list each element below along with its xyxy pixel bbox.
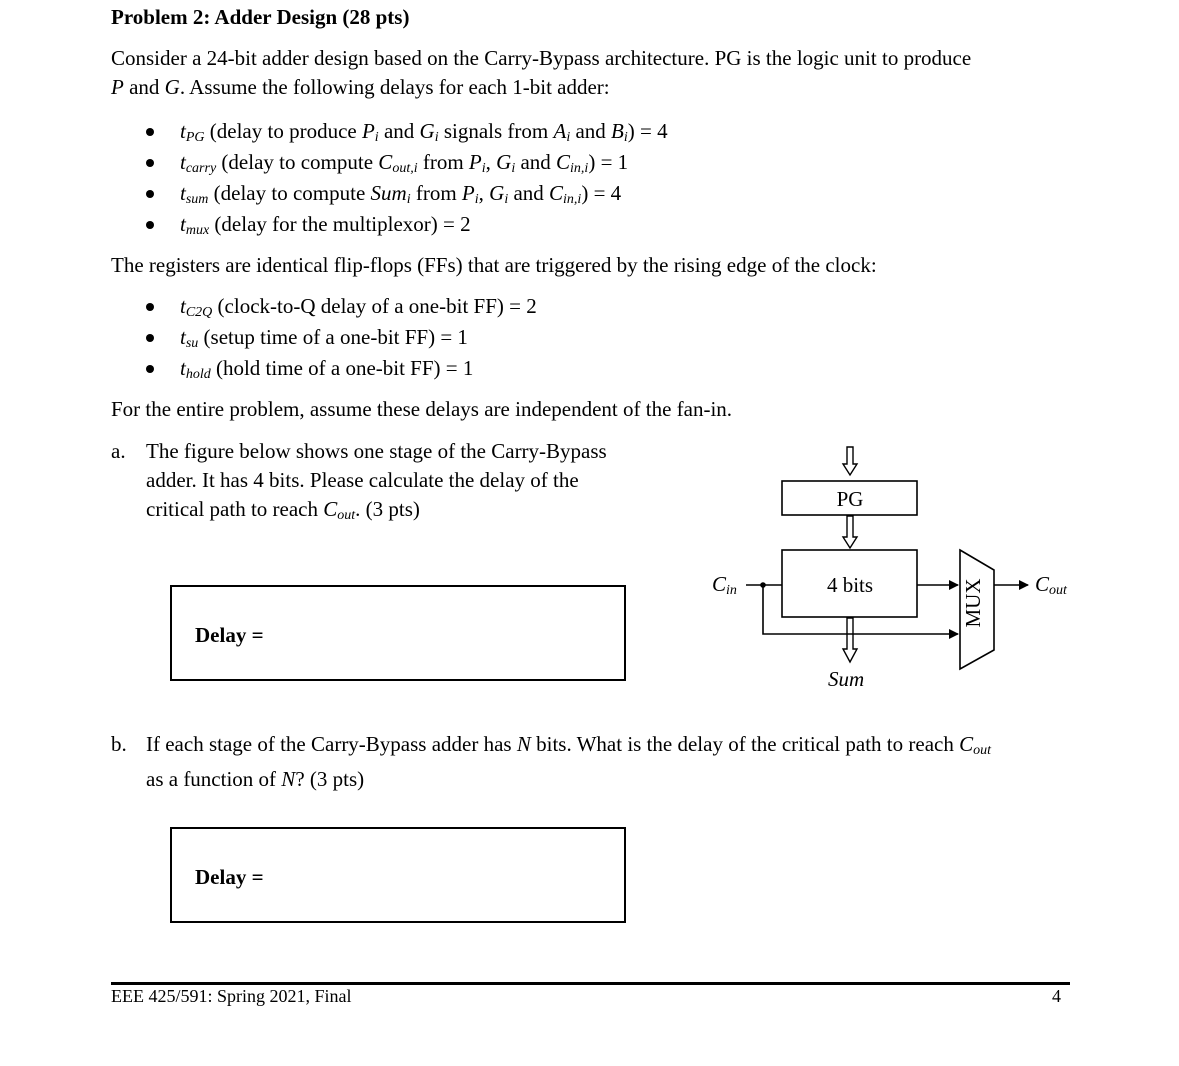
delay-item-tcarry: $t_{carry}$ (delay to compute $C_{out,i}$ from $P_i$, $G_i$ and $C_{in,i}) = 1$: [146, 147, 668, 178]
intro-paragraph: [111, 44, 1071, 102]
intro-line-1: Consider a 24-bit adder design based on the Carry-Bypass architecture. PG is the logic unit to produce: [111, 46, 972, 70]
adder-delay-list: [146, 116, 668, 240]
fanin-note: For the entire problem, assume these delays are independent of the fan-in.: [111, 397, 733, 421]
part-b-line-2: as a function of N? (3 pts): [146, 767, 365, 791]
page-number: 4: [1052, 986, 1061, 1006]
svg-text:4 bits: 4 bits: [826, 573, 874, 597]
bullet-icon: [146, 159, 154, 167]
ff-item-tsu: $t_{su}$ (setup time of a one-bit FF) = 1: [146, 322, 537, 353]
bullet-icon: [146, 365, 154, 373]
part-a-line-1: The figure below shows one stage of the Carry-Bypass: [146, 439, 607, 463]
svg-text:MUX: MUX: [961, 578, 985, 628]
ff-item-thold: $t_{hold}$ (hold time of a one-bit FF) = 1: [146, 353, 537, 384]
delay-item-tpg: $t_{PG}$ (delay to produce $P_i$ and $G_i$ signals from $A_i$ and $B_i) = 4$: [146, 116, 668, 147]
ff-delay-list: [146, 291, 537, 384]
part-b-delay-label: Delay =: [195, 865, 264, 889]
part-a-line-2: adder. It has 4 bits. Please calculate the delay of the: [146, 468, 579, 492]
footer-course: EEE 425/591: Spring 2021, Final: [111, 986, 352, 1006]
sum-label: Sum: [828, 667, 865, 691]
part-b-answer-box[interactable]: [170, 827, 626, 923]
svg-text:PG: PG: [836, 487, 864, 511]
part-a-delay-label: Delay =: [195, 623, 264, 647]
bullet-icon: [146, 303, 154, 311]
pg-to-block-bus-icon: [843, 516, 857, 548]
registers-intro: The registers are identical flip-flops (FFs) that are triggered by the rising edge of the clock:: [111, 253, 877, 277]
intro-line-2: P and G. Assume the following delays for each 1-bit adder:: [111, 75, 610, 99]
carry-bypass-diagram: [700, 440, 1090, 700]
bullet-icon: [146, 190, 154, 198]
part-a-answer-box[interactable]: [170, 585, 626, 681]
part-b-label: b.: [111, 732, 127, 756]
part-b-line-1: If each stage of the Carry-Bypass adder has N bits. What is the delay of the critical path to reach $C_{out}$: [146, 732, 991, 758]
part-b-question: [111, 730, 1081, 794]
cout-label: $C_{out}$: [1035, 572, 1067, 598]
part-a-line-3: critical path to reach $C_{out}$. (3 pts): [146, 497, 420, 523]
ff-item-tc2q: $t_{C2Q}$ (clock-to-Q delay of a one-bit FF) = 2: [146, 291, 537, 322]
bullet-icon: [146, 221, 154, 229]
bullet-icon: [146, 128, 154, 136]
part-a-question: [111, 437, 673, 530]
delay-item-tsum: $t_{sum}$ (delay to compute Sum$_i$ from $P_i$, $G_i$ and $C_{in,i}) = 4$: [146, 178, 668, 209]
delay-item-tmux: $t_{mux}$ (delay for the multiplexor) = 2: [146, 209, 668, 240]
cin-label: $C_{in}$: [712, 572, 737, 598]
input-bus-arrow-icon: [843, 447, 857, 475]
footer-divider: [111, 982, 1070, 985]
sum-bus-arrow-icon: [843, 618, 857, 662]
part-a-label: a.: [111, 439, 126, 463]
problem-title: Problem 2: Adder Design (28 pts): [111, 5, 410, 29]
bullet-icon: [146, 334, 154, 342]
